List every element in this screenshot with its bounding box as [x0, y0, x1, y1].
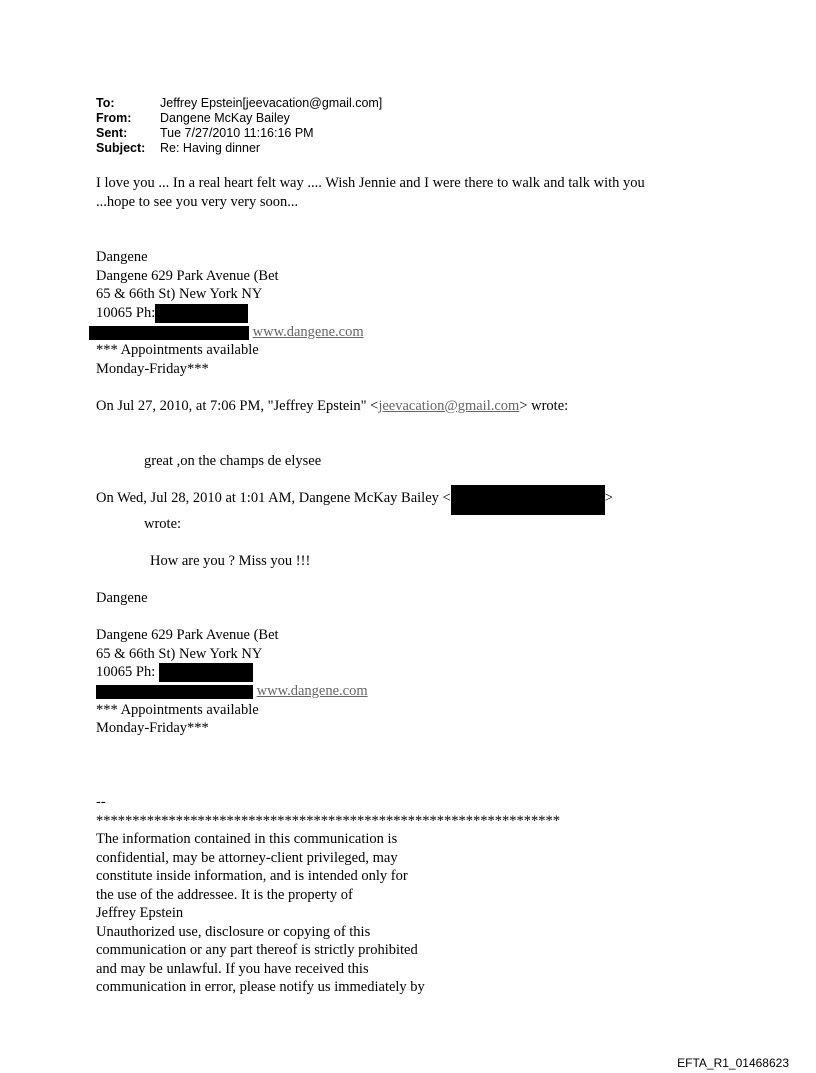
email-body — [96, 174, 736, 997]
quote-intro-suffix: > — [604, 490, 613, 506]
disclaimer-stars: **************************************************************** — [96, 812, 560, 829]
signature-name: Dangene — [96, 590, 148, 606]
quote-intro-wrote: wrote: — [144, 516, 182, 532]
appointments-line-2: Monday-Friday*** — [96, 720, 209, 736]
sent-value: Tue 7/27/2010 11:16:16 PM — [160, 126, 314, 140]
message-line-1: I love you ... In a real heart felt way .... Wish Jennie and I were there to walk and talk with you — [96, 175, 645, 191]
phone-label: 10065 Ph: — [96, 664, 156, 680]
redaction-box — [89, 326, 249, 340]
subject-label: Subject: — [96, 141, 146, 155]
signature-address-1: Dangene 629 Park Avenue (Bet — [96, 627, 279, 643]
disclaimer-line: The information contained in this communication is — [96, 831, 398, 847]
disclaimer-line: communication or any part thereof is strictly prohibited — [96, 942, 418, 958]
appointments-line-2: Monday-Friday*** — [96, 360, 209, 377]
appointments-line-1: *** Appointments available — [96, 701, 259, 718]
quote-intro-text: On Wed, Jul 28, 2010 at 1:01 AM, Dangene McKay Bailey < — [96, 490, 451, 506]
to-label: To: — [96, 96, 115, 110]
signature-website-line — [89, 323, 736, 342]
appointments-line-1: *** Appointments available — [96, 342, 259, 358]
signature-phone-line — [96, 304, 736, 323]
from-row — [96, 111, 382, 126]
signature-phone-line — [96, 663, 736, 682]
redaction-box — [451, 485, 605, 515]
to-row — [96, 96, 382, 111]
signature-name: Dangene — [96, 249, 148, 265]
disclaimer-line: Jeffrey Epstein — [96, 905, 184, 921]
website-link[interactable]: www.dangene.com — [252, 323, 364, 340]
redaction-box — [155, 304, 248, 323]
subject-value: Re: Having dinner — [160, 141, 261, 155]
website-link[interactable]: www.dangene.com — [256, 683, 368, 699]
email-header — [96, 96, 382, 156]
from-label: From: — [96, 111, 132, 125]
signature-address-1: Dangene 629 Park Avenue (Bet — [96, 267, 279, 284]
quote-intro-suffix: > wrote: — [519, 397, 569, 414]
disclaimer-line: the use of the addressee. It is the property of — [96, 886, 353, 903]
disclaimer-line: constitute inside information, and is intended only for — [96, 868, 408, 884]
from-value: Dangene McKay Bailey — [160, 111, 290, 125]
redaction-box — [96, 685, 253, 699]
subject-row — [96, 141, 382, 156]
email-link[interactable]: jeevacation@gmail.com — [378, 397, 520, 414]
disclaimer-line: Unauthorized use, disclosure or copying of this — [96, 923, 371, 940]
signature-website-line — [96, 682, 736, 701]
quote-intro-1 — [96, 397, 736, 416]
disclaimer-line: confidential, may be attorney-client privileged, may — [96, 849, 398, 866]
sent-label: Sent: — [96, 126, 128, 140]
message-line-2: ...hope to see you very very soon... — [96, 193, 299, 210]
quote-intro-2 — [96, 489, 736, 515]
signature-address-2: 65 & 66th St) New York NY — [96, 286, 263, 302]
quoted-text-2: How are you ? Miss you !!! — [150, 553, 311, 569]
sent-row — [96, 126, 382, 141]
to-value: Jeffrey Epstein[jeevacation@gmail.com] — [160, 96, 383, 110]
document-id: EFTA_R1_01468623 — [677, 1056, 789, 1070]
disclaimer-dashes: -- — [96, 794, 106, 810]
disclaimer-line: and may be unlawful. If you have received this — [96, 960, 369, 977]
disclaimer-line: communication in error, please notify us immediately by — [96, 979, 425, 995]
quoted-text-1: great ,on the champs de elysee — [144, 453, 322, 469]
quote-intro-text: On Jul 27, 2010, at 7:06 PM, "Jeffrey Epstein" < — [96, 397, 379, 414]
redaction-box — [159, 663, 253, 682]
signature-address-2: 65 & 66th St) New York NY — [96, 645, 263, 662]
phone-label: 10065 Ph: — [96, 304, 156, 321]
